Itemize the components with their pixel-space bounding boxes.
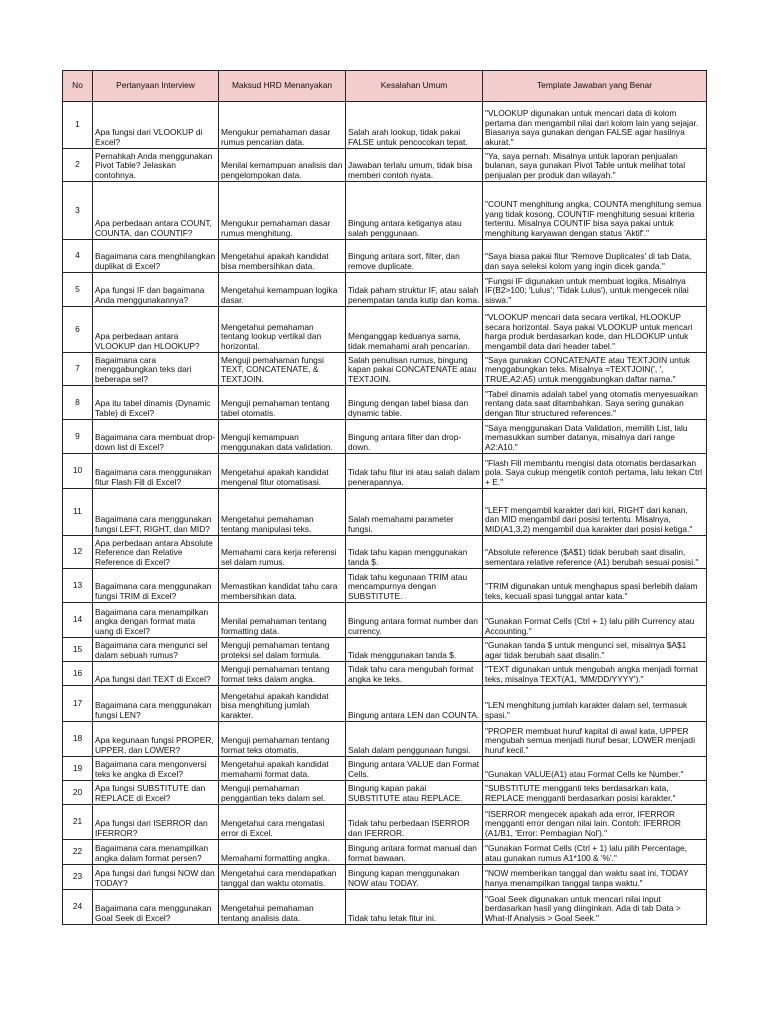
cell-question: Bagaimana cara menggunakan fitur Flash Fill di Excel?	[93, 454, 219, 489]
table-row	[63, 840, 707, 865]
cell-answer: "ISERROR mengecek apakah ada error, IFERROR mengganti error dengan nilai lain. Contoh: IFERROR (A1/B1, 'Error: Pembagian Nol')."	[483, 805, 707, 840]
cell-answer: "Saya gunakan CONCATENATE atau TEXTJOIN untuk menggabungkan teks. Misalnya =TEXTJOIN(', ', TRUE,A2:A5) untuk menggabungkan daftar nama."	[483, 353, 707, 386]
table-row	[63, 686, 707, 722]
cell-no: 1	[63, 102, 93, 149]
cell-question: Bagaimana cara menghilangkan duplikat di Excel?	[93, 240, 219, 273]
table-row	[63, 890, 707, 925]
cell-question: Apa fungsi SUBSTITUTE dan REPLACE di Excel?	[93, 781, 219, 805]
cell-answer: "SUBSTITUTE mengganti teks berdasarkan kata, REPLACE mengganti berdasarkan posisi karakter."	[483, 781, 707, 805]
table-header-row	[63, 71, 707, 102]
cell-no: 6	[63, 307, 93, 353]
cell-no: 8	[63, 386, 93, 420]
table-row	[63, 182, 707, 240]
cell-question: Apa fungsi dari ISERROR dan IFERROR?	[93, 805, 219, 840]
cell-purpose: Mengetahui pemahaman tentang lookup vertikal dan horizontal.	[219, 307, 346, 353]
cell-purpose: Menguji pemahaman tentang format teks dalam angka.	[219, 662, 346, 686]
cell-no: 5	[63, 273, 93, 307]
cell-purpose: Menguji pemahaman tentang format teks otomatis.	[219, 722, 346, 757]
table-row	[63, 102, 707, 149]
cell-mistake: Bingung antara ketiganya atau salah penggunaan.	[346, 182, 483, 240]
cell-no: 21	[63, 805, 93, 840]
header-no: No	[63, 71, 93, 102]
cell-question: Bagaimana cara menggunakan fungsi TRIM di Excel?	[93, 569, 219, 603]
cell-no: 9	[63, 420, 93, 454]
cell-mistake: Tidak menggunakan tanda $.	[346, 638, 483, 662]
cell-purpose: Mengukur pemahaman dasar rumus pencarian data.	[219, 102, 346, 149]
cell-answer: "Tabel dinamis adalah tabel yang otomatis menyesuaikan rentang data saat ditambahkan. Saya sering gunakan dengan fitur structured references."	[483, 386, 707, 420]
cell-answer: "TEXT digunakan untuk mengubah angka menjadi format teks, misalnya TEXT(A1, 'MM/DD/YYYY')."	[483, 662, 707, 686]
cell-no: 19	[63, 757, 93, 781]
cell-answer: "Flash Fill membantu mengisi data otomatis berdasarkan pola. Saya cukup mengetik contoh pertama, lalu tekan Ctrl + E."	[483, 454, 707, 489]
cell-no: 13	[63, 569, 93, 603]
cell-answer: "Saya biasa pakai fitur 'Remove Duplicates' di tab Data, dan saya seleksi kolom yang ingin dicek ganda."	[483, 240, 707, 273]
cell-no: 14	[63, 603, 93, 638]
table-row	[63, 781, 707, 805]
table-row	[63, 489, 707, 536]
cell-mistake: Tidak tahu letak fitur ini.	[346, 890, 483, 925]
cell-question: Bagaimana cara membuat drop-down list di Excel?	[93, 420, 219, 454]
cell-mistake: Salah penulisan rumus, bingung kapan pakai CONCATENATE atau TEXTJOIN.	[346, 353, 483, 386]
cell-mistake: Bingung kapan menggunakan NOW atau TODAY.	[346, 865, 483, 890]
table-row	[63, 240, 707, 273]
table-row	[63, 536, 707, 569]
cell-mistake: Bingung antara format manual dan format bawaan.	[346, 840, 483, 865]
cell-purpose: Menguji pemahaman tentang tabel otomatis.	[219, 386, 346, 420]
cell-question: Apa perbedaan antara Absolute Reference dan Relative Reference di Excel?	[93, 536, 219, 569]
cell-no: 18	[63, 722, 93, 757]
cell-mistake: Salah arah lookup, tidak pakai FALSE untuk pencocokan tepat.	[346, 102, 483, 149]
cell-question: Apa fungsi dari VLOOKUP di Excel?	[93, 102, 219, 149]
cell-no: 2	[63, 149, 93, 182]
cell-purpose: Mengetahui apakah kandidat bisa menghitung jumlah karakter.	[219, 686, 346, 722]
interview-table	[62, 70, 707, 925]
table-row	[63, 805, 707, 840]
cell-question: Pernahkah Anda menggunakan Pivot Table? Jelaskan contohnya.	[93, 149, 219, 182]
cell-question: Bagaimana cara mengunci sel dalam sebuah rumus?	[93, 638, 219, 662]
cell-purpose: Menilai pemahaman tentang formatting data.	[219, 603, 346, 638]
cell-answer: "Gunakan VALUE(A1) atau Format Cells ke Number."	[483, 757, 707, 781]
cell-question: Bagaimana cara menggunakan fungsi LEFT, RIGHT, dan MID?	[93, 489, 219, 536]
cell-no: 24	[63, 890, 93, 925]
cell-purpose: Mengetahui pemahaman tentang manipulasi teks.	[219, 489, 346, 536]
cell-no: 16	[63, 662, 93, 686]
cell-question: Apa fungsi IF dan bagaimana Anda menggunakannya?	[93, 273, 219, 307]
cell-answer: "Fungsi IF digunakan untuk membuat logika. Misalnya IF(B2>100; 'Lulus'; 'Tidak Lulus'), untuk mengecek nilai siswa."	[483, 273, 707, 307]
table-row	[63, 273, 707, 307]
cell-question: Apa fungsi dari fungsi NOW dan TODAY?	[93, 865, 219, 890]
cell-question: Bagaimana cara menampilkan angka dalam format persen?	[93, 840, 219, 865]
cell-no: 12	[63, 536, 93, 569]
cell-mistake: Bingung antara format number dan currency.	[346, 603, 483, 638]
cell-no: 11	[63, 489, 93, 536]
cell-mistake: Menganggap keduanya sama, tidak memahami arah pencarian.	[346, 307, 483, 353]
table-row	[63, 307, 707, 353]
cell-purpose: Memahami cara kerja referensi sel dalam rumus.	[219, 536, 346, 569]
cell-mistake: Bingung antara sort, filter, dan remove duplicate.	[346, 240, 483, 273]
table-row	[63, 757, 707, 781]
cell-answer: "Saya menggunakan Data Validation, memilih List, lalu memasukkan sumber datanya, misalnya dari range A2:A10."	[483, 420, 707, 454]
table-row	[63, 569, 707, 603]
cell-purpose: Mengetahui kemampuan logika dasar.	[219, 273, 346, 307]
cell-no: 10	[63, 454, 93, 489]
cell-no: 15	[63, 638, 93, 662]
cell-mistake: Tidak tahu kegunaan TRIM atau mencampurnya dengan SUBSTITUTE.	[346, 569, 483, 603]
cell-no: 7	[63, 353, 93, 386]
cell-mistake: Tidak paham struktur IF, atau salah penempatan tanda kutip dan koma.	[346, 273, 483, 307]
cell-mistake: Jawaban terlalu umum, tidak bisa memberi contoh nyata.	[346, 149, 483, 182]
cell-question: Apa perbedaan antara VLOOKUP dan HLOOKUP?	[93, 307, 219, 353]
cell-question: Apa fungsi dari TEXT di Excel?	[93, 662, 219, 686]
cell-question: Bagaimana cara menggunakan Goal Seek di Excel?	[93, 890, 219, 925]
cell-mistake: Bingung dengan tabel biasa dan dynamic table.	[346, 386, 483, 420]
cell-purpose: Menilai kemampuan analisis dan pengelompokan data.	[219, 149, 346, 182]
cell-answer: "Gunakan tanda $ untuk mengunci sel, misalnya $A$1 agar tidak berubah saat disalin."	[483, 638, 707, 662]
cell-answer: "Goal Seek digunakan untuk mencari nilai input berdasarkan hasil yang diinginkan. Ada di tab Data > What-If Analysis > Goal Seek."	[483, 890, 707, 925]
table-row	[63, 386, 707, 420]
table-row	[63, 454, 707, 489]
cell-question: Apa perbedaan antara COUNT, COUNTA, dan COUNTIF?	[93, 182, 219, 240]
cell-mistake: Tidak tahu fitur ini atau salah dalam penerapannya.	[346, 454, 483, 489]
cell-answer: "TRIM digunakan untuk menghapus spasi berlebih dalam teks, kecuali spasi tunggal antar kata."	[483, 569, 707, 603]
table-body	[63, 102, 707, 925]
cell-mistake: Salah dalam penggunaan fungsi.	[346, 722, 483, 757]
cell-purpose: Menguji pemahaman penggantian teks dalam sel.	[219, 781, 346, 805]
cell-answer: "NOW memberikan tanggal dan waktu saat ini, TODAY hanya menampilkan tanggal tanpa waktu."	[483, 865, 707, 890]
cell-answer: "Ya, saya pernah. Misalnya untuk laporan penjualan bulanan, saya gunakan Pivot Table untuk melihat total penjualan per produk dan wilayah."	[483, 149, 707, 182]
cell-answer: "VLOOKUP digunakan untuk mencari data di kolom pertama dan mengambil nilai dari kolom lain yang sejajar. Biasanya saya gunakan dengan FALSE agar hasilnya akurat."	[483, 102, 707, 149]
cell-purpose: Menguji pemahaman fungsi TEXT, CONCATENATE, & TEXTJOIN.	[219, 353, 346, 386]
cell-purpose: Mengetahui apakah kandidat memahami format data.	[219, 757, 346, 781]
table-row	[63, 420, 707, 454]
cell-purpose: Mengetahui cara mengatasi error di Excel.	[219, 805, 346, 840]
cell-purpose: Memastikan kandidat tahu cara membersihkan data.	[219, 569, 346, 603]
cell-mistake: Tidak tahu cara mengubah format angka ke teks.	[346, 662, 483, 686]
table-row	[63, 353, 707, 386]
cell-no: 20	[63, 781, 93, 805]
cell-mistake: Salah memahami parameter fungsi.	[346, 489, 483, 536]
table-row	[63, 722, 707, 757]
cell-answer: "LEN menghitung jumlah karakter dalam sel, termasuk spasi."	[483, 686, 707, 722]
cell-no: 3	[63, 182, 93, 240]
cell-purpose: Mengukur pemahaman dasar rumus menghitung.	[219, 182, 346, 240]
table-row	[63, 603, 707, 638]
cell-answer: "Absolute reference ($A$1) tidak berubah saat disalin, sementara relative reference (A1) berubah sesuai posisi."	[483, 536, 707, 569]
cell-no: 4	[63, 240, 93, 273]
cell-mistake: Bingung antara filter dan drop-down.	[346, 420, 483, 454]
header-answer-template: Template Jawaban yang Benar	[483, 71, 707, 102]
cell-no: 23	[63, 865, 93, 890]
header-purpose: Maksud HRD Menanyakan	[219, 71, 346, 102]
header-question: Pertanyaan Interview	[93, 71, 219, 102]
cell-answer: "Gunakan Format Cells (Ctrl + 1) lalu pilih Percentage, atau gunakan rumus A1*100 & '%'."	[483, 840, 707, 865]
cell-question: Bagaimana cara menampilkan angka dengan format mata uang di Excel?	[93, 603, 219, 638]
cell-purpose: Mengetahui apakah kandidat bisa membersihkan data.	[219, 240, 346, 273]
cell-mistake: Bingung antara VALUE dan Format Cells.	[346, 757, 483, 781]
cell-mistake: Bingung kapan pakai SUBSTITUTE atau REPLACE.	[346, 781, 483, 805]
cell-answer: "Gunakan Format Cells (Ctrl + 1) lalu pilih Currency atau Accounting."	[483, 603, 707, 638]
cell-purpose: Mengetahui cara mendapatkan tanggal dan waktu otomatis.	[219, 865, 346, 890]
cell-answer: "COUNT menghitung angka, COUNTA menghitung semua yang tidak kosong, COUNTIF menghitung sesuai kriteria tertentu. Misalnya COUNTIF bisa saya pakai untuk menghitung karyawan dengan status 'Aktif'."	[483, 182, 707, 240]
cell-mistake: Tidak tahu perbedaan ISERROR dan IFERROR.	[346, 805, 483, 840]
cell-purpose: Mengetahui pemahaman tentang analisis data.	[219, 890, 346, 925]
cell-question: Bagaimana cara menggunakan fungsi LEN?	[93, 686, 219, 722]
cell-purpose: Memahami formatting angka.	[219, 840, 346, 865]
table-row	[63, 865, 707, 890]
cell-mistake: Tidak tahu kapan menggunakan tanda $.	[346, 536, 483, 569]
cell-purpose: Mengetahui apakah kandidat mengenal fitur otomatisasi.	[219, 454, 346, 489]
cell-answer: "VLOOKUP mencari data secara vertikal, HLOOKUP secara horizontal. Saya pakai VLOOKUP untuk mencari harga produk berdasarkan kode, dan HLOOKUP untuk mengambil data dari header tabel."	[483, 307, 707, 353]
cell-question: Apa kegunaan fungsi PROPER, UPPER, dan LOWER?	[93, 722, 219, 757]
table-row	[63, 149, 707, 182]
cell-purpose: Menguji pemahaman tentang proteksi sel dalam formula.	[219, 638, 346, 662]
table-row	[63, 662, 707, 686]
cell-question: Bagaimana cara mengonversi teks ke angka di Excel?	[93, 757, 219, 781]
cell-mistake: Bingung antara LEN dan COUNTA.	[346, 686, 483, 722]
header-mistakes: Kesalahan Umum	[346, 71, 483, 102]
cell-purpose: Menguji kemampuan menggunakan data validation.	[219, 420, 346, 454]
cell-no: 17	[63, 686, 93, 722]
cell-question: Bagaimana cara menggabungkan teks dari beberapa sel?	[93, 353, 219, 386]
cell-answer: "PROPER membuat huruf kapital di awal kata, UPPER mengubah semua menjadi huruf besar, LOWER menjadi huruf kecil."	[483, 722, 707, 757]
cell-answer: "LEFT mengambil karakter dari kiri, RIGHT dari kanan, dan MID mengambil dari posisi tertentu. Misalnya, MID(A1,3,2) mengambil dua karakter dari posisi ketiga."	[483, 489, 707, 536]
table-row	[63, 638, 707, 662]
cell-question: Apa itu tabel dinamis (Dynamic Table) di Excel?	[93, 386, 219, 420]
cell-no: 22	[63, 840, 93, 865]
